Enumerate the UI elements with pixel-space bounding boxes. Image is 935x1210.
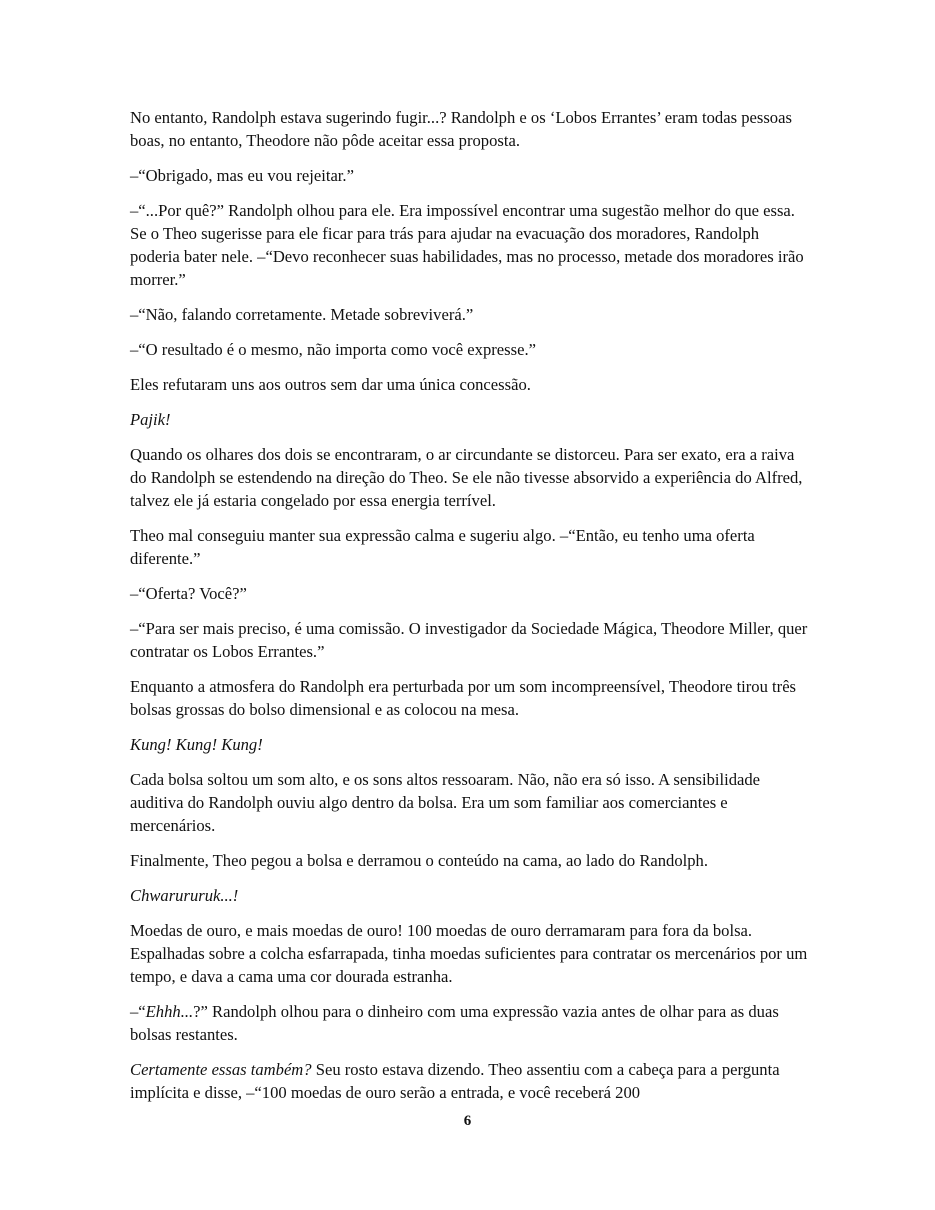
- paragraph: Eles refutaram uns aos outros sem dar uma única concessão.: [130, 375, 531, 394]
- paragraph-sound-effect: Kung! Kung! Kung!: [130, 735, 263, 754]
- paragraph-ehhh: [130, 1000, 810, 1046]
- paragraph: –“Para ser mais preciso, é uma comissão. O investigador da Sociedade Mágica, Theodore Miller, quer contratar os Lobos Errantes.”: [130, 619, 808, 661]
- paragraph: Theo mal conseguiu manter sua expressão calma e sugeriu algo. –“Então, eu tenho uma oferta diferente.”: [130, 526, 755, 568]
- paragraph: –“Oferta? Você?”: [130, 584, 247, 603]
- paragraph: Quando os olhares dos dois se encontraram, o ar circundante se distorceu. Para ser exato, era a raiva do Randolph se estendendo na direção do Theo. Se ele não tivesse absorvido a experiência do Alfred, talvez ele já estaria congelado por essa energia terrível.: [130, 445, 803, 510]
- page-number: 6: [463, 1113, 472, 1129]
- paragraph: No entanto, Randolph estava sugerindo fugir...? Randolph e os ‘Lobos Errantes’ eram todas pessoas boas, no entanto, Theodore não pôde aceitar essa proposta.: [130, 108, 792, 150]
- italic-text: Certamente essas também?: [130, 1060, 312, 1079]
- paragraph: –“Não, falando corretamente. Metade sobreviverá.”: [130, 305, 474, 324]
- paragraph: –“...Por quê?” Randolph olhou para ele. Era impossível encontrar uma sugestão melhor do que essa. Se o Theo sugerisse para ele ficar para trás para ajudar na evacuação dos moradores, Randolph poderia bater nele. –“Devo reconhecer suas habilidades, mas no processo, metade dos moradores irão morrer.”: [130, 201, 804, 289]
- paragraph: Moedas de ouro, e mais moedas de ouro! 100 moedas de ouro derramaram para fora da bolsa. Espalhadas sobre a colcha esfarrapada, tinha moedas suficientes para contratar os mercenários por um tempo, e dava a cama uma cor dourada estranha.: [130, 921, 808, 986]
- paragraph: –“O resultado é o mesmo, não importa como você expresse.”: [130, 340, 536, 359]
- paragraph: –“Obrigado, mas eu vou rejeitar.”: [130, 166, 354, 185]
- paragraph: Enquanto a atmosfera do Randolph era perturbada por um som incompreensível, Theodore tirou três bolsas grossas do bolso dimensional e as colocou na mesa.: [130, 677, 797, 719]
- italic-text: Ehhh...: [145, 1002, 194, 1021]
- paragraph-text: ?” Randolph olhou para o dinheiro com uma expressão vazia antes de olhar para as duas bolsas restantes.: [130, 1002, 779, 1044]
- paragraph: Cada bolsa soltou um som alto, e os sons altos ressoaram. Não, não era só isso. A sensibilidade auditiva do Randolph ouviu algo dentro da bolsa. Era um som familiar aos comerciantes e mercenários.: [130, 770, 761, 835]
- quote-open: –“: [130, 1002, 146, 1021]
- document-body: [130, 106, 810, 1116]
- paragraph-sound-effect: Pajik!: [130, 410, 171, 429]
- paragraph-sound-effect: Chwarururuk...!: [130, 886, 239, 905]
- paragraph-text: Seu rosto estava dizendo. Theo assentiu com a cabeça para a pergunta implícita e disse, –“100 moedas de ouro serão a entrada, e você receberá 200: [130, 1060, 780, 1102]
- paragraph: Finalmente, Theo pegou a bolsa e derramou o conteúdo na cama, ao lado do Randolph.: [130, 851, 709, 870]
- paragraph-certamente: [130, 1058, 810, 1104]
